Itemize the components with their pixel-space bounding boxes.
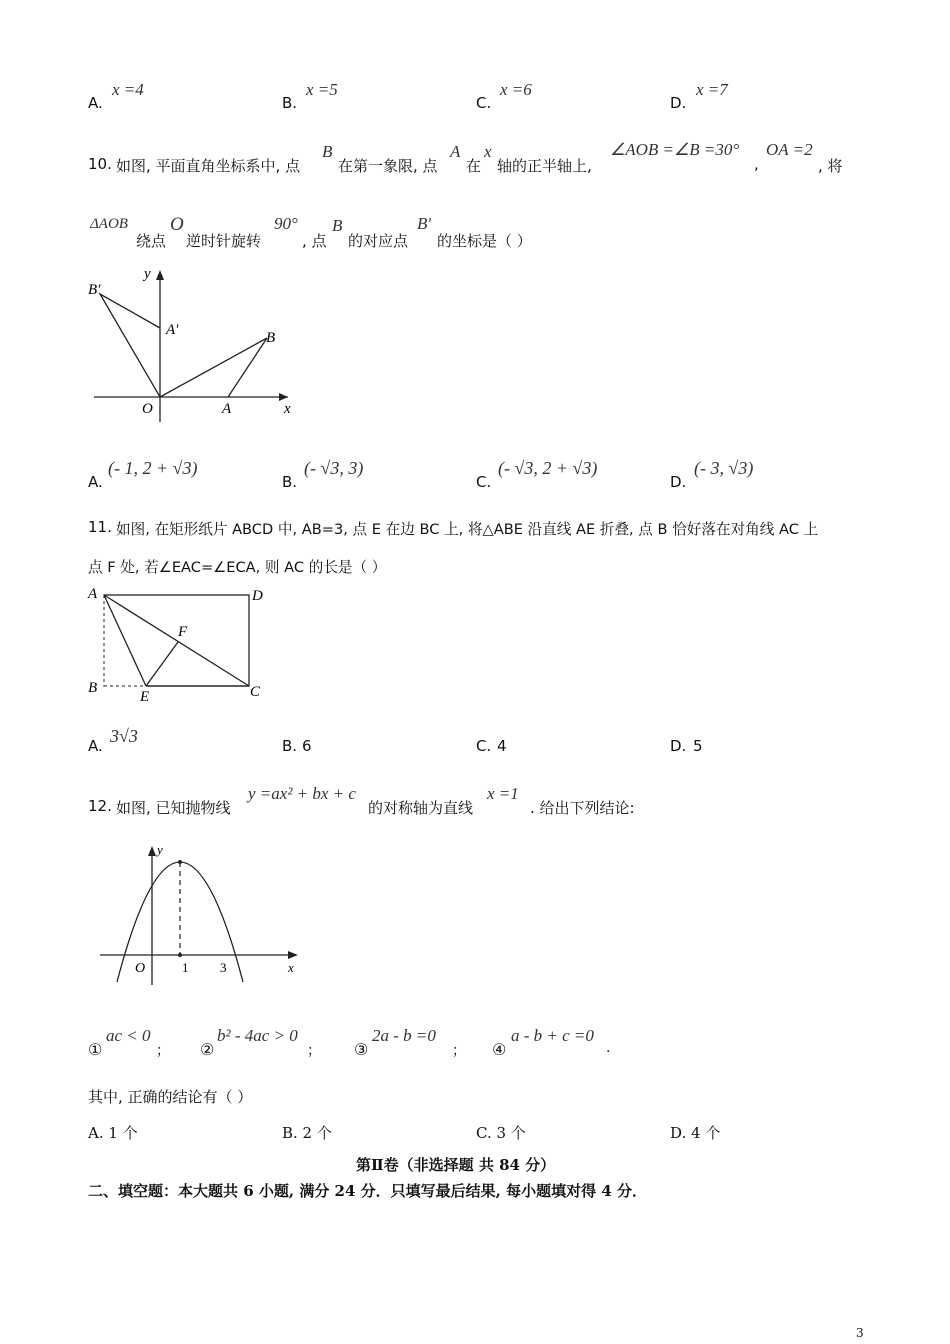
q11-option-a-expr: 3√3 xyxy=(110,726,138,746)
q11-option-b-expr: 6 xyxy=(302,737,312,755)
q11-label-c: C xyxy=(250,684,261,700)
q10-option-b-letter: B. xyxy=(282,473,298,491)
q10-option-c-letter: C. xyxy=(476,473,492,491)
q12-figure xyxy=(95,840,310,990)
q11-label-b: B xyxy=(88,680,98,696)
q11-option-d-expr: 5 xyxy=(693,737,703,755)
q10-option-a-letter: A. xyxy=(88,473,103,491)
q12-conclusion-2-sep: ； xyxy=(307,1043,321,1059)
q12-label-x: x xyxy=(288,960,294,975)
q12-text-3: . 给出下列结论: xyxy=(530,799,635,817)
q10-line2-text-3: , 点 xyxy=(302,232,327,250)
q12-text-1: 如图, 已知抛物线 xyxy=(116,799,231,817)
q10-x-arrow xyxy=(279,393,288,401)
q9-option-c-letter: C. xyxy=(476,94,492,112)
q12-axis-expr: x =1 xyxy=(487,784,519,803)
q11-option-b-letter: B. xyxy=(282,737,298,755)
q9-option-a-expr: x =4 xyxy=(112,80,144,99)
q11-segment-ef xyxy=(146,642,178,686)
q10-point-a: A xyxy=(450,142,461,161)
q10-option-d-expr: (- 3, √3) xyxy=(694,458,754,478)
q12-conclusion-4-mark: ④ xyxy=(492,1040,507,1059)
q10-option-d-letter: D. xyxy=(670,473,687,491)
q10-option-c-expr: (- √3, 2 + √3) xyxy=(498,458,598,478)
q12-x-arrow xyxy=(288,951,298,959)
q12-conclusion-3-sep: ； xyxy=(452,1043,466,1059)
q9-option-d-letter: D. xyxy=(670,94,687,112)
q10-figure xyxy=(80,262,310,432)
section-title: 第Ⅱ卷（非选择题 共 84 分） xyxy=(356,1156,556,1174)
q11-label-f: F xyxy=(178,624,188,640)
q12-label-3: 3 xyxy=(220,960,227,975)
q12-text-2: 的对称轴为直线 xyxy=(368,799,474,817)
q9-option-b-expr: x =5 xyxy=(306,80,338,99)
q12-label-o: O xyxy=(135,961,146,976)
q12-conclusion-1-sep: ； xyxy=(156,1043,170,1059)
q10-angle-expr: ∠AOB =∠B =30° xyxy=(610,140,740,159)
q10-text-6: , 将 xyxy=(818,157,843,175)
q12-label-y: y xyxy=(157,842,163,857)
q9-option-b-letter: B. xyxy=(282,94,298,112)
q12-conclusion-3-expr: 2a - b =0 xyxy=(372,1026,436,1045)
q10-triangle-oab xyxy=(160,338,267,397)
q10-label-y: y xyxy=(144,266,151,282)
q10-oa-expr: OA =2 xyxy=(766,140,813,159)
q12-option-c: C. 3 个 xyxy=(476,1124,526,1142)
q10-label-x: x xyxy=(284,401,291,417)
q10-line2-text-1: 绕点 xyxy=(136,232,167,250)
q11-number: 11. xyxy=(88,518,112,536)
section-heading: 二、填空题：本大题共 6 小题, 满分 24 分．只填写最后结果, 每小题填对得 4 分． xyxy=(88,1182,647,1200)
q10-label-o: O xyxy=(142,401,153,417)
q9-option-c-expr: x =6 xyxy=(500,80,532,99)
q10-label-a: A xyxy=(222,401,232,417)
q10-number: 10. xyxy=(88,155,112,173)
q12-conclusion-2-expr: b² - 4ac > 0 xyxy=(217,1026,298,1045)
q10-point-o: O xyxy=(170,214,184,235)
q12-y-arrow xyxy=(148,846,156,856)
q10-axis-x: x xyxy=(484,142,492,161)
q9-option-a-letter: A. xyxy=(88,94,103,112)
q10-line2-text-2: 逆时针旋转 xyxy=(186,232,262,250)
q11-option-a-letter: A. xyxy=(88,737,103,755)
q11-option-d-letter: D. xyxy=(670,737,687,755)
q10-option-b-expr: (- √3, 3) xyxy=(304,458,364,478)
q11-line-2: 点 F 处, 若∠EAC=∠ECA, 则 AC 的长是（ ） xyxy=(88,559,387,576)
q11-label-e: E xyxy=(140,689,150,705)
q10-line2-text-4: 的对应点 xyxy=(348,232,409,250)
q12-option-a: A. 1 个 xyxy=(88,1124,138,1142)
q12-conclusion-3-mark: ③ xyxy=(354,1040,369,1059)
q11-label-d: D xyxy=(252,588,263,604)
q10-y-arrow xyxy=(156,270,164,280)
q10-option-a-expr: (- 1, 2 + √3) xyxy=(108,458,198,478)
q10-triangle-aob: ΔAOB xyxy=(90,216,128,232)
page-number: 3 xyxy=(856,1326,864,1340)
q11-option-c-expr: 4 xyxy=(497,737,507,755)
q10-text-5: , xyxy=(754,155,759,173)
q12-conclusion-2-mark: ② xyxy=(200,1040,215,1059)
q9-option-d-expr: x =7 xyxy=(696,80,728,99)
q12-option-d: D. 4 个 xyxy=(670,1124,721,1142)
q12-conclusion-4-sep: . xyxy=(606,1040,611,1056)
q10-label-a-prime: A′ xyxy=(166,322,179,338)
q10-text-4: 轴的正半轴上, xyxy=(497,157,592,175)
q10-point-b-2: B xyxy=(332,216,343,235)
q11-label-a: A xyxy=(88,586,98,602)
q10-text-1: 如图, 平面直角坐标系中, 点 xyxy=(116,157,301,175)
q11-figure xyxy=(80,582,280,706)
q12-parabola-expr: y =ax² + bx + c xyxy=(248,784,356,803)
q10-rotation-angle: 90° xyxy=(274,214,298,233)
q10-line2-text-5: 的坐标是（ ） xyxy=(437,232,532,250)
q10-text-2: 在第一象限, 点 xyxy=(338,157,438,175)
q10-point-b-prime: B′ xyxy=(417,214,432,233)
q11-diagonal-ac xyxy=(104,595,249,686)
q11-line-1: 如图, 在矩形纸片 ABCD 中, AB=3, 点 E 在边 BC 上, 将△ABE 沿直线 AE 折叠, 点 B 恰好落在对角线 AC 上 xyxy=(116,521,819,538)
q12-option-b: B. 2 个 xyxy=(282,1124,332,1142)
q11-option-c-letter: C. xyxy=(476,737,492,755)
q10-text-3: 在 xyxy=(466,157,482,175)
q12-question: 其中, 正确的结论有（ ） xyxy=(88,1088,253,1106)
q10-point-b: B xyxy=(322,142,333,161)
q12-conclusion-1-expr: ac < 0 xyxy=(106,1026,151,1045)
q12-label-1: 1 xyxy=(182,960,189,975)
q12-conclusion-1-mark: ① xyxy=(88,1040,103,1059)
q12-axis-foot-dot xyxy=(178,953,182,957)
q10-triangle-oab-prime xyxy=(100,294,160,397)
q12-conclusion-4-expr: a - b + c =0 xyxy=(511,1026,594,1045)
q12-number: 12. xyxy=(88,797,112,815)
q10-label-b: B xyxy=(266,330,276,346)
q10-label-b-prime: B′ xyxy=(88,282,101,298)
